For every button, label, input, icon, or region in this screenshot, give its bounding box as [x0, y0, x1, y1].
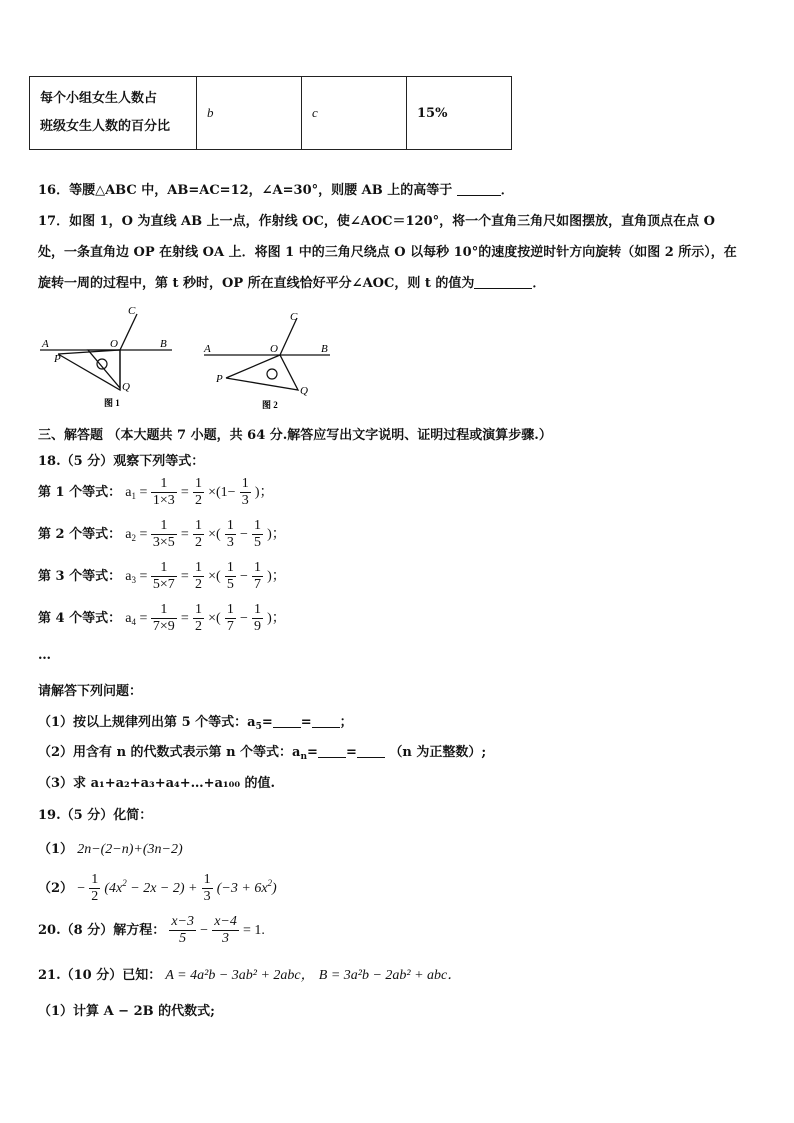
eq1-half	[193, 476, 204, 509]
q19-part-2: （2） − $\frac{1}{2}$ $(4x^2 - 2x - 2)$ + $\frac{1}{3}$ $(-3 + 6x^2)$	[38, 872, 277, 904]
q21-B: B = 3a²b − 2ab² + abc．	[318, 968, 462, 983]
eq3-a-num: 1	[226, 560, 234, 575]
eq3-var: a	[125, 569, 132, 584]
fig2-label-Q: Q	[300, 385, 308, 397]
q18-prompt: 请解答下列问题：	[38, 684, 143, 699]
eq2-a-num: 1	[226, 518, 234, 533]
q19-half	[89, 872, 100, 905]
eq1-b-den: 3	[241, 493, 249, 508]
eq3-half-num: 1	[194, 560, 202, 575]
fig2-label-P: P	[216, 373, 223, 385]
q20-d1: 5	[179, 931, 187, 946]
question-20: 20.（8 分）解方程： $\frac{x-3}{5}$ − $\frac{x-4}{3}$ = 1.	[38, 914, 265, 946]
eq1-var: a	[125, 485, 132, 500]
eq4-b-num: 1	[254, 602, 261, 617]
eq2-label: 第 2 个等式：	[38, 527, 122, 542]
q18-equation-4: 第 4 个等式： $a_4$ = $\frac{1}{7\times 9}$ = $\frac{1}{2}$ ×( $\frac{1}{7}$ − $\frac{1}{9}$ )；	[38, 602, 286, 634]
percentage-table	[29, 76, 512, 150]
eq4-fraction	[151, 602, 177, 635]
eq4-label: 第 4 个等式：	[38, 611, 122, 626]
q18-p1-blank-1	[273, 715, 301, 728]
eq1-num: 1	[151, 476, 177, 493]
q19-p2-label: （2）	[38, 881, 74, 896]
q18-p1-end: ；	[339, 715, 353, 730]
fig1-caption: 图 1	[104, 398, 120, 408]
fig2-caption: 图 2	[262, 400, 278, 410]
q20-head: 20.（8 分）解方程：	[38, 923, 166, 938]
fig2-label-O: O	[270, 343, 278, 355]
eq1-half-num: 1	[194, 476, 202, 491]
row-label-line-2: 班级女生人数的百分比	[40, 119, 171, 134]
eq4-a-num: 1	[226, 602, 234, 617]
q18-part-2: （2）用含有 n 的代数式表示第 n 个等式：$a_n= = (n$ 为正整数）;	[38, 745, 487, 762]
q16-answer-blank	[457, 183, 501, 196]
eq4-var: a	[125, 611, 132, 626]
eq4-half-den: 2	[194, 619, 202, 634]
eq2-b-frac	[252, 518, 263, 551]
q18-equation-1: 第 1 个等式： $a_1$ = $\frac{1}{1\times 3}$ = $\frac{1}{2}$ ×(1− $\frac{1}{3}$ )；	[38, 476, 274, 508]
eq3-label: 第 3 个等式：	[38, 569, 122, 584]
q18-p2-blank-2	[357, 745, 385, 758]
eq3-b-den: 7	[254, 577, 261, 592]
eq3-index: 3	[131, 575, 136, 585]
q20-frac-2	[212, 914, 239, 947]
eq3-num: 1	[151, 560, 177, 577]
q17-answer-blank	[474, 276, 532, 289]
q18-p2-text: （2）用含有 n 的代数式表示第 n 个等式：a	[38, 745, 301, 760]
q18-p2-end: （n 为正整数）;	[389, 745, 487, 760]
q16-text: 16．等腰△ABC 中，AB=AC=12，∠A=30°，则腰 AB 上的高等于	[38, 183, 453, 198]
q20-rhs: = 1.	[243, 923, 265, 938]
eq3-half-den: 2	[194, 577, 202, 592]
eq2-num: 1	[151, 518, 177, 535]
row-label-line-1: 每个小组女生人数占	[40, 91, 158, 106]
q18-p1-blank-2	[312, 715, 340, 728]
q19-third	[202, 872, 213, 905]
eq1-half-den: 2	[194, 493, 202, 508]
eq3-a-den: 5	[226, 577, 234, 592]
eq4-num: 1	[151, 602, 177, 619]
q21-head: 21.（10 分）已知：	[38, 968, 162, 983]
eq2-half-num: 1	[194, 518, 202, 533]
q18-equation-2: 第 2 个等式： $a_2$ = $\frac{1}{3\times 5}$ = $\frac{1}{2}$ ×( $\frac{1}{3}$ − $\frac{1}{5}$ )；	[38, 518, 286, 550]
eq2-b-num: 1	[254, 518, 261, 533]
eq3-den: 5×7	[152, 577, 175, 592]
eq1-fraction	[151, 476, 177, 509]
row-label-cell	[30, 77, 197, 150]
eq2-a-den: 3	[226, 535, 234, 550]
eq1-index: 1	[131, 491, 136, 501]
q17-line-3-text: 旋转一周的过程中，第 t 秒时，OP 所在直线恰好平分∠AOC，则 t 的值为	[38, 276, 475, 291]
question-16	[38, 179, 514, 198]
eq4-a-frac	[225, 602, 236, 635]
eq1-b-num: 1	[241, 476, 249, 491]
eq3-b-frac	[252, 560, 263, 593]
q20-frac-1	[169, 914, 196, 947]
figure-2	[200, 304, 340, 410]
q21-A: A = 4a²b − 3ab² + 2abc，	[165, 968, 315, 983]
fig1-label-C: C	[128, 305, 136, 317]
q18-part-1: （1）按以上规律列出第 5 个等式：$a_5=$ = ；	[38, 715, 353, 732]
fig2-label-A: A	[204, 343, 211, 355]
cell-c: c	[302, 77, 407, 150]
q18-part-3: （3）求 a₁+a₂+a₃+a₄+…+a₁₀₀ 的值.	[38, 776, 276, 791]
q18-head: 18.（5 分）观察下列等式：	[38, 454, 205, 469]
fig1-label-Q: Q	[122, 381, 130, 393]
eq2-half-den: 2	[194, 535, 202, 550]
q17-end: ．	[532, 276, 546, 291]
q19-p1-label: （1）	[38, 842, 74, 857]
cell-b: b	[197, 77, 302, 150]
eq3-b-num: 1	[254, 560, 261, 575]
eq3-half	[193, 560, 204, 593]
q19-p1-expr: 2n−(2−n)+(3n−2)	[77, 842, 183, 857]
q18-p2-sub: n	[300, 752, 308, 762]
q18-p1-sub: 5	[255, 722, 262, 732]
table-row	[30, 77, 512, 150]
fig2-label-C: C	[290, 311, 298, 323]
eq1-label: 第 1 个等式：	[38, 485, 122, 500]
question-21	[38, 964, 461, 984]
fig2-label-B: B	[321, 343, 328, 355]
eq4-a-den: 7	[226, 619, 234, 634]
eq2-var: a	[125, 527, 132, 542]
eq4-index: 4	[131, 617, 136, 627]
q17-line-3	[38, 272, 545, 291]
eq2-b-den: 5	[254, 535, 261, 550]
q19-third-den: 3	[203, 889, 211, 904]
eq4-half-num: 1	[194, 602, 202, 617]
q19-third-num: 1	[203, 872, 211, 887]
q16-end: ．	[500, 183, 514, 198]
eq3-a-frac	[225, 560, 236, 593]
q20-d2: 3	[222, 931, 230, 946]
eq2-half	[193, 518, 204, 551]
eq4-half	[193, 602, 204, 635]
q17-line-2: 处，一条直角边 OP 在射线 OA 上．将图 1 中的三角尺绕点 O 以每秒 10°的速度按逆时针方向旋转（如图 2 所示），在	[38, 245, 737, 260]
q18-p2-blank-1	[318, 745, 346, 758]
eq3-fraction	[151, 560, 177, 593]
eq4-b-den: 9	[254, 619, 261, 634]
figure-1	[36, 304, 186, 410]
eq2-a-frac	[225, 518, 236, 551]
eq1-first: 1	[220, 485, 228, 500]
eq1-den: 1×3	[152, 493, 175, 508]
eq2-fraction	[151, 518, 177, 551]
q19-half-den: 2	[91, 889, 99, 904]
fig1-label-O: O	[110, 338, 118, 350]
q21-part-1: （1）计算 A − 2B 的代数式;	[38, 1004, 215, 1019]
q19-head: 19.（5 分）化简：	[38, 808, 153, 823]
eq2-den: 3×5	[152, 535, 175, 550]
q20-n1: x−3	[171, 914, 195, 929]
eq2-index: 2	[131, 533, 136, 543]
eq1-b-frac	[240, 476, 251, 509]
eq4-den: 7×9	[152, 619, 175, 634]
cell-percent: 15%	[407, 77, 512, 150]
q18-p1-text: （1）按以上规律列出第 5 个等式：a	[38, 715, 256, 730]
q20-n2: x−4	[214, 914, 237, 929]
fig1-label-P: P	[54, 353, 61, 365]
q17-line-1: 17．如图 1，O 为直线 AB 上一点，作射线 OC，使∠AOC＝120°，将一个直角三角尺如图摆放，直角顶点在点 O	[38, 214, 715, 229]
fig1-label-A: A	[42, 338, 49, 350]
fig1-label-B: B	[160, 338, 167, 350]
eq4-b-frac	[252, 602, 263, 635]
q19-part-1	[38, 838, 183, 858]
q18-equation-3: 第 3 个等式： $a_3$ = $\frac{1}{5\times 7}$ = $\frac{1}{2}$ ×( $\frac{1}{5}$ − $\frac{1}{7}$ )；	[38, 560, 286, 592]
q19-half-num: 1	[91, 872, 99, 887]
q18-ellipsis: …	[38, 648, 51, 663]
section-3-heading: 三、解答题 （本大题共 7 小题，共 64 分.解答应写出文字说明、证明过程或演算步骤.）	[38, 428, 552, 443]
